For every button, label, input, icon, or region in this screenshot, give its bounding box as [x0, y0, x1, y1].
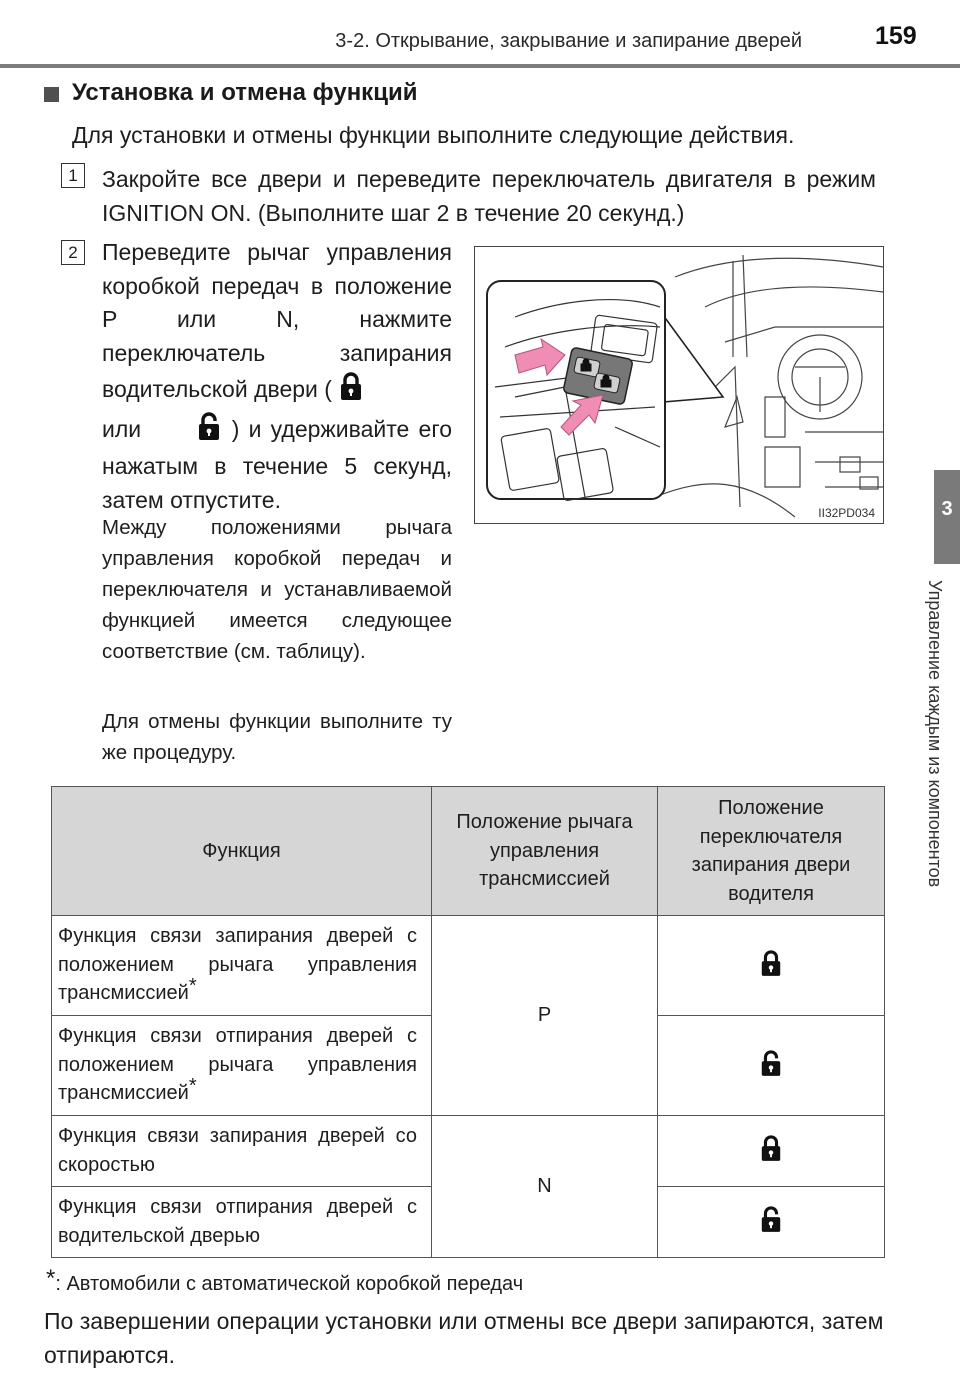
header-switch-position: Положение переключателя запирания двери водителя	[658, 787, 885, 916]
table-cell-switch	[658, 916, 885, 1016]
lock-icon	[759, 1134, 783, 1162]
table-cell-function: Функция связи отпирания дверей с водительской дверью	[52, 1187, 432, 1258]
table-row	[52, 1116, 885, 1187]
header-shift-position: Положение рычага управления трансмиссией	[432, 787, 658, 916]
table-cell-switch	[658, 1187, 885, 1258]
note-correspondence: Между положениями рычага управления коробкой передач и переключателя и устанавливаемой функцией имеется следующее соответствие (см. таблицу).	[102, 516, 452, 663]
step-2-text-after: ) и удерживайте его нажатым в течение 5 секунд, затем отпустите.	[102, 415, 453, 513]
section-bullet-icon	[44, 87, 59, 102]
table-cell-switch	[658, 1116, 885, 1187]
unlock-icon	[759, 1049, 783, 1077]
page-header	[0, 0, 960, 62]
table-cell-function: Функция связи отпирания дверей с положением рычага управления трансмиссией*	[52, 1016, 432, 1116]
footnote-text: : Автомобили с автоматической коробкой передач	[55, 1273, 524, 1295]
table-cell-function: Функция связи запирания дверей с положением рычага управления трансмиссией*	[52, 916, 432, 1016]
lock-icon	[338, 371, 364, 411]
table-header-row	[52, 787, 885, 916]
step-1-text: Закройте все двери и переведите переключатель двигателя в режим IGNITION ON. (Выполните шаг 2 в течение 20 секунд.)	[102, 166, 876, 226]
unlock-icon	[759, 1205, 783, 1233]
chapter-tab-number: 3	[941, 498, 953, 520]
section-title: Установка и отмена функций	[72, 79, 418, 106]
table-cell-position: N	[432, 1116, 658, 1258]
function-table	[51, 786, 885, 1258]
unlock-icon	[196, 411, 222, 451]
step-number-2: 2	[61, 240, 85, 265]
page-number: 159	[875, 22, 917, 50]
chapter-side-tab[interactable]	[934, 470, 960, 564]
switch-location-illustration	[474, 246, 884, 524]
section-intro: Для установки и отмены функции выполните следующие действия.	[72, 122, 795, 148]
illustration-drawing	[475, 247, 883, 523]
table-cell-position: P	[432, 916, 658, 1116]
step-2-text	[102, 236, 452, 518]
step-2-text-or: или	[102, 415, 142, 442]
chapter-side-label: Управление каждым из компонентов	[925, 580, 945, 888]
chapter-title: 3-2. Открывание, закрывание и запирание дверей	[335, 30, 802, 52]
figure-code: II32PD034	[818, 506, 875, 520]
table-cell-function: Функция связи запирания дверей со скоростью	[52, 1116, 432, 1187]
header-function: Функция	[52, 787, 432, 916]
footnote	[46, 1265, 523, 1296]
step-2-text-before: Переведите рычаг управления коробкой передач в положение P или N, нажмите переключатель запирания водительской двери (	[102, 239, 452, 402]
note-cancel: Для отмены функции выполните ту же процедуру.	[102, 710, 452, 764]
table-cell-switch	[658, 1016, 885, 1116]
footnote-mark: *	[46, 1265, 56, 1292]
table-row	[52, 916, 885, 1016]
header-divider	[0, 64, 960, 68]
lock-icon	[759, 949, 783, 977]
step-number-1: 1	[61, 163, 85, 188]
conclusion-text: По завершении операции установки или отмены все двери запираются, затем отпираются.	[44, 1308, 884, 1368]
